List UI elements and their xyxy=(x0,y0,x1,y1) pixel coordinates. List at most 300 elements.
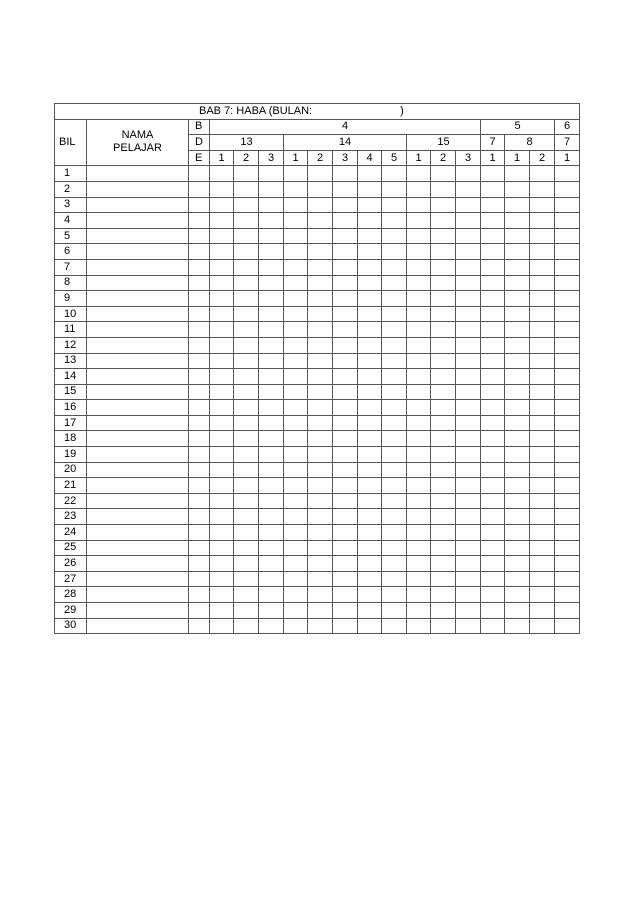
score-cell[interactable] xyxy=(284,540,308,556)
score-cell[interactable] xyxy=(456,493,481,509)
score-cell[interactable] xyxy=(555,540,580,556)
score-cell[interactable] xyxy=(481,587,505,603)
score-cell[interactable] xyxy=(189,337,210,353)
score-cell[interactable] xyxy=(382,259,407,275)
score-cell[interactable] xyxy=(407,587,431,603)
score-cell[interactable] xyxy=(234,603,259,619)
score-cell[interactable] xyxy=(189,384,210,400)
score-cell[interactable] xyxy=(284,213,308,229)
score-cell[interactable] xyxy=(382,322,407,338)
score-cell[interactable] xyxy=(308,571,333,587)
score-cell[interactable] xyxy=(555,400,580,416)
score-cell[interactable] xyxy=(555,369,580,385)
score-cell[interactable] xyxy=(284,322,308,338)
score-cell[interactable] xyxy=(407,197,431,213)
score-cell[interactable] xyxy=(358,228,382,244)
score-cell[interactable] xyxy=(481,244,505,260)
score-cell[interactable] xyxy=(358,447,382,463)
score-cell[interactable] xyxy=(333,369,358,385)
score-cell[interactable] xyxy=(382,447,407,463)
score-cell[interactable] xyxy=(308,400,333,416)
score-cell[interactable] xyxy=(481,259,505,275)
score-cell[interactable] xyxy=(555,556,580,572)
score-cell[interactable] xyxy=(530,166,555,182)
score-cell[interactable] xyxy=(308,337,333,353)
score-cell[interactable] xyxy=(530,400,555,416)
score-cell[interactable] xyxy=(505,291,530,307)
score-cell[interactable] xyxy=(431,291,456,307)
score-cell[interactable] xyxy=(407,166,431,182)
score-cell[interactable] xyxy=(333,306,358,322)
student-name-cell[interactable] xyxy=(87,306,189,322)
score-cell[interactable] xyxy=(189,259,210,275)
score-cell[interactable] xyxy=(189,306,210,322)
score-cell[interactable] xyxy=(333,400,358,416)
score-cell[interactable] xyxy=(555,587,580,603)
score-cell[interactable] xyxy=(259,275,284,291)
score-cell[interactable] xyxy=(407,603,431,619)
score-cell[interactable] xyxy=(284,556,308,572)
score-cell[interactable] xyxy=(530,213,555,229)
score-cell[interactable] xyxy=(555,322,580,338)
score-cell[interactable] xyxy=(407,213,431,229)
score-cell[interactable] xyxy=(189,493,210,509)
score-cell[interactable] xyxy=(189,228,210,244)
score-cell[interactable] xyxy=(189,353,210,369)
score-cell[interactable] xyxy=(189,540,210,556)
score-cell[interactable] xyxy=(407,447,431,463)
score-cell[interactable] xyxy=(555,181,580,197)
score-cell[interactable] xyxy=(555,462,580,478)
student-name-cell[interactable] xyxy=(87,462,189,478)
score-cell[interactable] xyxy=(189,571,210,587)
score-cell[interactable] xyxy=(456,431,481,447)
score-cell[interactable] xyxy=(308,275,333,291)
score-cell[interactable] xyxy=(481,618,505,634)
score-cell[interactable] xyxy=(382,603,407,619)
score-cell[interactable] xyxy=(234,415,259,431)
score-cell[interactable] xyxy=(210,400,234,416)
score-cell[interactable] xyxy=(333,493,358,509)
score-cell[interactable] xyxy=(530,275,555,291)
score-cell[interactable] xyxy=(259,353,284,369)
score-cell[interactable] xyxy=(210,415,234,431)
score-cell[interactable] xyxy=(189,556,210,572)
student-name-cell[interactable] xyxy=(87,603,189,619)
score-cell[interactable] xyxy=(259,447,284,463)
score-cell[interactable] xyxy=(382,213,407,229)
score-cell[interactable] xyxy=(210,431,234,447)
score-cell[interactable] xyxy=(210,493,234,509)
score-cell[interactable] xyxy=(431,509,456,525)
score-cell[interactable] xyxy=(358,509,382,525)
score-cell[interactable] xyxy=(505,337,530,353)
student-name-cell[interactable] xyxy=(87,166,189,182)
score-cell[interactable] xyxy=(481,197,505,213)
score-cell[interactable] xyxy=(284,415,308,431)
score-cell[interactable] xyxy=(189,415,210,431)
score-cell[interactable] xyxy=(481,571,505,587)
score-cell[interactable] xyxy=(358,259,382,275)
score-cell[interactable] xyxy=(284,431,308,447)
score-cell[interactable] xyxy=(234,400,259,416)
score-cell[interactable] xyxy=(308,369,333,385)
score-cell[interactable] xyxy=(308,618,333,634)
score-cell[interactable] xyxy=(358,166,382,182)
score-cell[interactable] xyxy=(530,415,555,431)
score-cell[interactable] xyxy=(456,384,481,400)
score-cell[interactable] xyxy=(358,400,382,416)
score-cell[interactable] xyxy=(358,603,382,619)
score-cell[interactable] xyxy=(530,337,555,353)
score-cell[interactable] xyxy=(333,166,358,182)
score-cell[interactable] xyxy=(210,306,234,322)
score-cell[interactable] xyxy=(210,166,234,182)
score-cell[interactable] xyxy=(431,228,456,244)
score-cell[interactable] xyxy=(505,556,530,572)
score-cell[interactable] xyxy=(481,493,505,509)
score-cell[interactable] xyxy=(259,415,284,431)
score-cell[interactable] xyxy=(555,353,580,369)
score-cell[interactable] xyxy=(505,509,530,525)
score-cell[interactable] xyxy=(210,384,234,400)
score-cell[interactable] xyxy=(333,228,358,244)
score-cell[interactable] xyxy=(210,525,234,541)
score-cell[interactable] xyxy=(210,181,234,197)
student-name-cell[interactable] xyxy=(87,228,189,244)
score-cell[interactable] xyxy=(234,447,259,463)
score-cell[interactable] xyxy=(284,478,308,494)
score-cell[interactable] xyxy=(189,400,210,416)
student-name-cell[interactable] xyxy=(87,556,189,572)
score-cell[interactable] xyxy=(481,540,505,556)
student-name-cell[interactable] xyxy=(87,322,189,338)
score-cell[interactable] xyxy=(259,228,284,244)
score-cell[interactable] xyxy=(481,228,505,244)
score-cell[interactable] xyxy=(456,291,481,307)
score-cell[interactable] xyxy=(382,166,407,182)
score-cell[interactable] xyxy=(259,244,284,260)
score-cell[interactable] xyxy=(555,478,580,494)
student-name-cell[interactable] xyxy=(87,618,189,634)
score-cell[interactable] xyxy=(382,384,407,400)
score-cell[interactable] xyxy=(555,571,580,587)
score-cell[interactable] xyxy=(530,447,555,463)
score-cell[interactable] xyxy=(382,197,407,213)
score-cell[interactable] xyxy=(333,478,358,494)
score-cell[interactable] xyxy=(308,291,333,307)
score-cell[interactable] xyxy=(234,509,259,525)
score-cell[interactable] xyxy=(505,275,530,291)
score-cell[interactable] xyxy=(308,462,333,478)
student-name-cell[interactable] xyxy=(87,181,189,197)
score-cell[interactable] xyxy=(210,587,234,603)
score-cell[interactable] xyxy=(431,556,456,572)
score-cell[interactable] xyxy=(407,618,431,634)
score-cell[interactable] xyxy=(210,322,234,338)
score-cell[interactable] xyxy=(234,587,259,603)
score-cell[interactable] xyxy=(234,244,259,260)
score-cell[interactable] xyxy=(210,509,234,525)
score-cell[interactable] xyxy=(333,587,358,603)
score-cell[interactable] xyxy=(308,447,333,463)
score-cell[interactable] xyxy=(481,556,505,572)
score-cell[interactable] xyxy=(530,540,555,556)
score-cell[interactable] xyxy=(407,228,431,244)
score-cell[interactable] xyxy=(234,478,259,494)
score-cell[interactable] xyxy=(530,322,555,338)
score-cell[interactable] xyxy=(382,306,407,322)
score-cell[interactable] xyxy=(259,478,284,494)
score-cell[interactable] xyxy=(431,618,456,634)
score-cell[interactable] xyxy=(481,306,505,322)
score-cell[interactable] xyxy=(456,369,481,385)
score-cell[interactable] xyxy=(431,462,456,478)
score-cell[interactable] xyxy=(431,493,456,509)
score-cell[interactable] xyxy=(358,369,382,385)
score-cell[interactable] xyxy=(481,509,505,525)
score-cell[interactable] xyxy=(456,306,481,322)
score-cell[interactable] xyxy=(308,415,333,431)
score-cell[interactable] xyxy=(284,337,308,353)
score-cell[interactable] xyxy=(234,337,259,353)
score-cell[interactable] xyxy=(555,525,580,541)
score-cell[interactable] xyxy=(259,400,284,416)
score-cell[interactable] xyxy=(456,415,481,431)
score-cell[interactable] xyxy=(308,197,333,213)
score-cell[interactable] xyxy=(481,322,505,338)
score-cell[interactable] xyxy=(234,571,259,587)
score-cell[interactable] xyxy=(555,337,580,353)
score-cell[interactable] xyxy=(382,462,407,478)
score-cell[interactable] xyxy=(555,603,580,619)
score-cell[interactable] xyxy=(407,181,431,197)
score-cell[interactable] xyxy=(308,540,333,556)
score-cell[interactable] xyxy=(358,431,382,447)
score-cell[interactable] xyxy=(358,181,382,197)
score-cell[interactable] xyxy=(382,369,407,385)
score-cell[interactable] xyxy=(456,322,481,338)
score-cell[interactable] xyxy=(505,353,530,369)
score-cell[interactable] xyxy=(333,353,358,369)
score-cell[interactable] xyxy=(358,291,382,307)
score-cell[interactable] xyxy=(505,603,530,619)
score-cell[interactable] xyxy=(407,571,431,587)
score-cell[interactable] xyxy=(308,244,333,260)
score-cell[interactable] xyxy=(259,181,284,197)
score-cell[interactable] xyxy=(382,556,407,572)
score-cell[interactable] xyxy=(284,493,308,509)
score-cell[interactable] xyxy=(333,244,358,260)
score-cell[interactable] xyxy=(382,571,407,587)
score-cell[interactable] xyxy=(259,337,284,353)
score-cell[interactable] xyxy=(505,259,530,275)
score-cell[interactable] xyxy=(382,618,407,634)
score-cell[interactable] xyxy=(382,353,407,369)
score-cell[interactable] xyxy=(358,197,382,213)
score-cell[interactable] xyxy=(358,306,382,322)
score-cell[interactable] xyxy=(530,431,555,447)
score-cell[interactable] xyxy=(234,291,259,307)
student-name-cell[interactable] xyxy=(87,244,189,260)
score-cell[interactable] xyxy=(431,400,456,416)
score-cell[interactable] xyxy=(358,322,382,338)
score-cell[interactable] xyxy=(308,603,333,619)
score-cell[interactable] xyxy=(382,415,407,431)
score-cell[interactable] xyxy=(333,259,358,275)
score-cell[interactable] xyxy=(555,275,580,291)
score-cell[interactable] xyxy=(555,493,580,509)
score-cell[interactable] xyxy=(259,571,284,587)
score-cell[interactable] xyxy=(333,415,358,431)
score-cell[interactable] xyxy=(431,275,456,291)
student-name-cell[interactable] xyxy=(87,478,189,494)
score-cell[interactable] xyxy=(259,603,284,619)
score-cell[interactable] xyxy=(308,228,333,244)
score-cell[interactable] xyxy=(308,587,333,603)
score-cell[interactable] xyxy=(189,244,210,260)
score-cell[interactable] xyxy=(234,540,259,556)
score-cell[interactable] xyxy=(431,197,456,213)
score-cell[interactable] xyxy=(555,415,580,431)
score-cell[interactable] xyxy=(407,275,431,291)
score-cell[interactable] xyxy=(505,166,530,182)
score-cell[interactable] xyxy=(456,478,481,494)
score-cell[interactable] xyxy=(284,353,308,369)
score-cell[interactable] xyxy=(210,275,234,291)
score-cell[interactable] xyxy=(234,322,259,338)
score-cell[interactable] xyxy=(259,540,284,556)
score-cell[interactable] xyxy=(431,353,456,369)
score-cell[interactable] xyxy=(308,431,333,447)
score-cell[interactable] xyxy=(456,525,481,541)
score-cell[interactable] xyxy=(456,400,481,416)
score-cell[interactable] xyxy=(407,431,431,447)
score-cell[interactable] xyxy=(284,197,308,213)
score-cell[interactable] xyxy=(333,213,358,229)
score-cell[interactable] xyxy=(284,166,308,182)
score-cell[interactable] xyxy=(333,275,358,291)
score-cell[interactable] xyxy=(333,447,358,463)
score-cell[interactable] xyxy=(358,337,382,353)
score-cell[interactable] xyxy=(481,166,505,182)
score-cell[interactable] xyxy=(210,618,234,634)
score-cell[interactable] xyxy=(210,603,234,619)
score-cell[interactable] xyxy=(358,415,382,431)
score-cell[interactable] xyxy=(431,540,456,556)
score-cell[interactable] xyxy=(210,244,234,260)
score-cell[interactable] xyxy=(505,306,530,322)
score-cell[interactable] xyxy=(284,259,308,275)
score-cell[interactable] xyxy=(358,384,382,400)
score-cell[interactable] xyxy=(358,275,382,291)
score-cell[interactable] xyxy=(481,478,505,494)
score-cell[interactable] xyxy=(284,306,308,322)
score-cell[interactable] xyxy=(234,213,259,229)
score-cell[interactable] xyxy=(358,618,382,634)
score-cell[interactable] xyxy=(456,337,481,353)
score-cell[interactable] xyxy=(284,462,308,478)
score-cell[interactable] xyxy=(382,493,407,509)
score-cell[interactable] xyxy=(333,384,358,400)
score-cell[interactable] xyxy=(530,369,555,385)
score-cell[interactable] xyxy=(382,478,407,494)
score-cell[interactable] xyxy=(505,181,530,197)
score-cell[interactable] xyxy=(530,618,555,634)
score-cell[interactable] xyxy=(481,337,505,353)
score-cell[interactable] xyxy=(431,525,456,541)
score-cell[interactable] xyxy=(358,571,382,587)
score-cell[interactable] xyxy=(333,337,358,353)
score-cell[interactable] xyxy=(234,353,259,369)
score-cell[interactable] xyxy=(382,587,407,603)
score-cell[interactable] xyxy=(555,384,580,400)
score-cell[interactable] xyxy=(358,353,382,369)
score-cell[interactable] xyxy=(505,462,530,478)
score-cell[interactable] xyxy=(481,415,505,431)
score-cell[interactable] xyxy=(407,244,431,260)
score-cell[interactable] xyxy=(555,166,580,182)
score-cell[interactable] xyxy=(308,493,333,509)
score-cell[interactable] xyxy=(210,462,234,478)
score-cell[interactable] xyxy=(358,213,382,229)
score-cell[interactable] xyxy=(308,322,333,338)
score-cell[interactable] xyxy=(382,291,407,307)
score-cell[interactable] xyxy=(530,197,555,213)
score-cell[interactable] xyxy=(259,384,284,400)
score-cell[interactable] xyxy=(456,353,481,369)
score-cell[interactable] xyxy=(234,384,259,400)
score-cell[interactable] xyxy=(189,275,210,291)
score-cell[interactable] xyxy=(407,493,431,509)
score-cell[interactable] xyxy=(210,478,234,494)
score-cell[interactable] xyxy=(284,291,308,307)
score-cell[interactable] xyxy=(407,400,431,416)
score-cell[interactable] xyxy=(210,291,234,307)
score-cell[interactable] xyxy=(284,384,308,400)
score-cell[interactable] xyxy=(259,322,284,338)
score-cell[interactable] xyxy=(456,166,481,182)
score-cell[interactable] xyxy=(481,384,505,400)
score-cell[interactable] xyxy=(382,431,407,447)
score-cell[interactable] xyxy=(382,525,407,541)
score-cell[interactable] xyxy=(431,166,456,182)
score-cell[interactable] xyxy=(259,587,284,603)
score-cell[interactable] xyxy=(505,228,530,244)
score-cell[interactable] xyxy=(189,525,210,541)
score-cell[interactable] xyxy=(333,291,358,307)
score-cell[interactable] xyxy=(555,291,580,307)
score-cell[interactable] xyxy=(284,525,308,541)
score-cell[interactable] xyxy=(234,618,259,634)
score-cell[interactable] xyxy=(259,493,284,509)
score-cell[interactable] xyxy=(431,244,456,260)
score-cell[interactable] xyxy=(456,181,481,197)
score-cell[interactable] xyxy=(505,447,530,463)
score-cell[interactable] xyxy=(431,322,456,338)
score-cell[interactable] xyxy=(210,571,234,587)
score-cell[interactable] xyxy=(234,259,259,275)
student-name-cell[interactable] xyxy=(87,400,189,416)
score-cell[interactable] xyxy=(456,197,481,213)
score-cell[interactable] xyxy=(234,166,259,182)
score-cell[interactable] xyxy=(481,213,505,229)
score-cell[interactable] xyxy=(234,525,259,541)
score-cell[interactable] xyxy=(308,166,333,182)
score-cell[interactable] xyxy=(431,431,456,447)
score-cell[interactable] xyxy=(555,228,580,244)
score-cell[interactable] xyxy=(189,369,210,385)
